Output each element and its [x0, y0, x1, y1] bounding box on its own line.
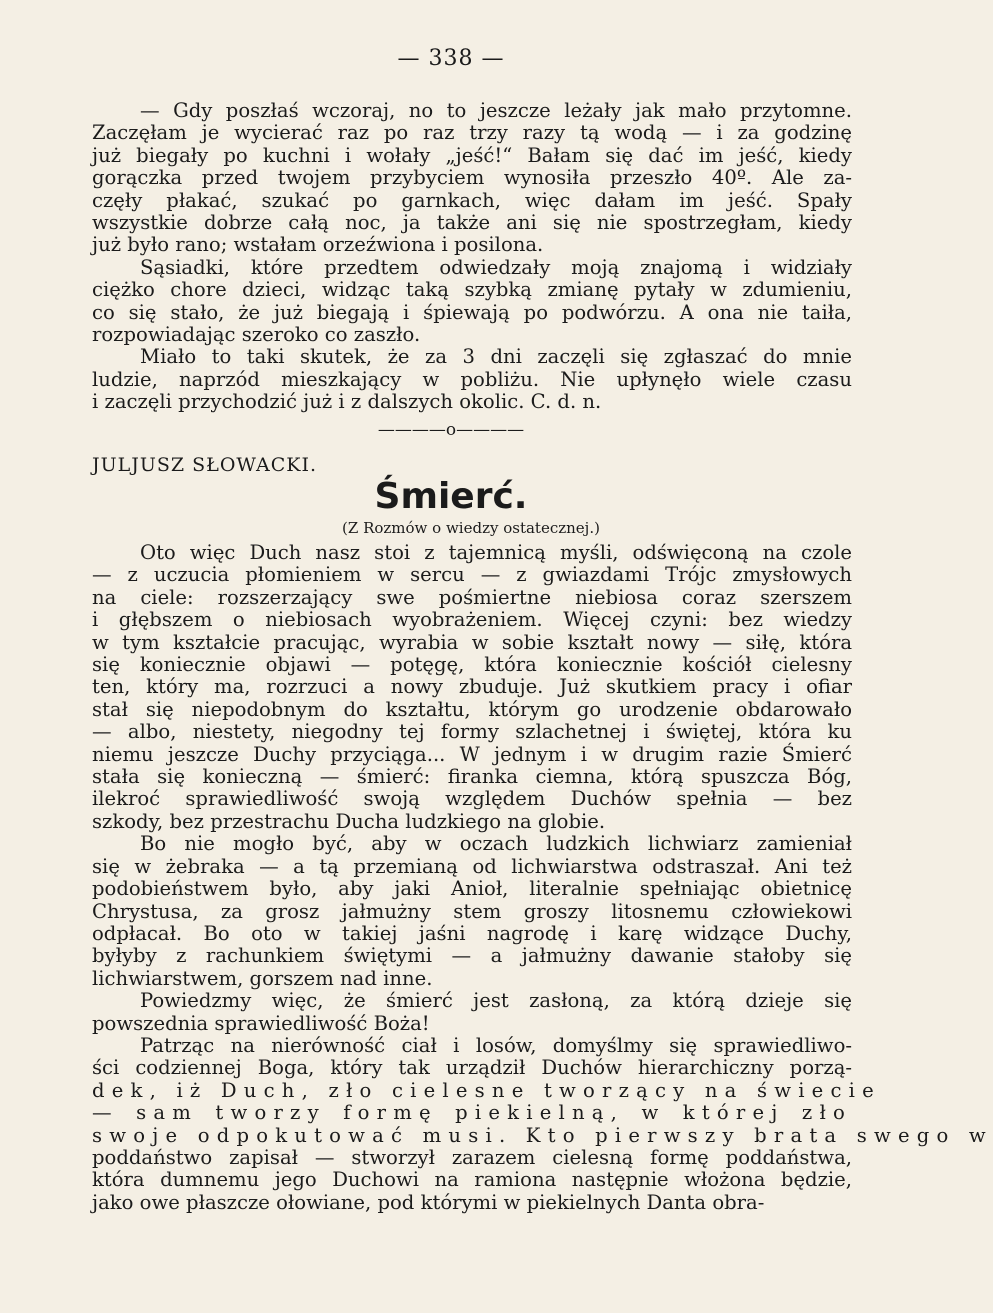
text-line: powszednia sprawiedliwość Boża! — [92, 1011, 430, 1035]
paragraph — [92, 1033, 993, 1214]
text-line: — sam tworzy formę piekielną, w której zło — [92, 1101, 852, 1125]
section-separator: ————o———— — [377, 420, 525, 440]
text-line: Oto więc Duch nasz stoi z tajemnicą myśli, odświęconą na czole — [140, 541, 852, 564]
text-line: co się stało, że już biegają i śpiewają po podwórzu. A ona nie taiła, — [92, 300, 852, 324]
text-line: ilekroć sprawiedliwość swoją względem Duchów spełnia — bez — [92, 787, 852, 811]
text-line: niemu jeszcze Duchy przyciąga... W jednym i w drugim razie Śmierć — [92, 742, 852, 766]
text-line: i zaczęli przychodzić już i z dalszych okolic. C. d. n. — [92, 390, 602, 414]
text-line: częły płakać, szukać po garnkach, więc dałam im jeść. Spały — [92, 188, 852, 212]
text-line: swoje odpokutować musi. Kto pierwszy brata swego w — [92, 1123, 993, 1147]
text-line: Bo nie mogło być, aby w oczach ludzkich lichwiarz zamieniał — [140, 832, 852, 856]
text-line: Zaczęłam je wycierać raz po raz trzy razy tą wodą — i za godzinę — [92, 121, 852, 145]
text-line: jako owe płaszcze ołowiane, pod którymi w piekielnych Danta obra- — [92, 1190, 765, 1214]
text-line: poddaństwo zapisał — stworzył zarazem cielesną formę poddaństwa, — [92, 1145, 852, 1169]
text-line: — z uczucia płomieniem w sercu — z gwiazdami Trójc zmysłowych — [92, 563, 852, 587]
text-line: ciężko chore dzieci, widząc taką szybką zmianę pytały w zdumieniu, — [92, 278, 852, 302]
text-line: Sąsiadki, które przedtem odwiedzały moją znajomą i widziały — [140, 255, 852, 279]
text-line: Powiedzmy więc, że śmierć jest zasłoną, za którą dzieje się — [140, 989, 852, 1013]
text-line: podobieństwem było, aby jaki Anioł, literalnie spełniając obietnicę — [92, 877, 852, 901]
text-line: Chrystusa, za grosz jałmużny stem groszy litosnemu człowiekowi — [92, 899, 852, 923]
text-line: wszystkie dobrze całą noc, ja także ani się nie spostrzegłam, kiedy — [92, 211, 852, 235]
article-text — [92, 541, 993, 1214]
text-line: dek, iż Duch, zło cielesne tworzący na świecie — [92, 1078, 881, 1102]
text-line: na ciele: rozszerzający swe pośmiertne niebiosa coraz szerszem — [92, 585, 852, 609]
article-subtitle: (Z Rozmów o wiedzy ostatecznej.) — [342, 519, 600, 537]
text-line: gorączka przed twojem przybyciem wynosiła przeszło 40º. Ale za- — [92, 166, 852, 190]
paragraph — [92, 257, 852, 347]
text-line: ten, który ma, rozrzuci a nowy zbuduje. Już skutkiem pracy i ofiar — [92, 675, 852, 699]
article-title: Śmierć. — [374, 476, 528, 517]
author-name: JULJUSZ SŁOWACKI. — [92, 454, 318, 476]
text-line: się koniecznie objawi — potęgę, która koniecznie kościół cielesny — [92, 653, 852, 677]
text-line: stała się konieczną — śmierć: firanka ciemna, którą spuszcza Bóg, — [92, 765, 852, 789]
text-line: Patrząc na nierówność ciał i losów, domyślmy się sprawiedliwo- — [140, 1033, 852, 1057]
text-line: byłyby z rachunkiem świętymi — a jałmużny dawanie stałoby się — [92, 944, 852, 968]
text-line: ludzie, naprzód mieszkający w pobliżu. Nie upłynęło wiele czasu — [92, 367, 852, 391]
page-number: — 338 — — [397, 46, 505, 71]
text-line: rozpowiadając szeroko co zaszło. — [92, 323, 421, 347]
paragraph — [92, 833, 852, 990]
text-line: — Gdy poszłaś wczoraj, no to jeszcze leżały jak mało przytomne. — [140, 99, 852, 122]
text-line: szkody, bez przestrachu Ducha ludzkiego na globie. — [92, 809, 606, 833]
paragraph — [92, 542, 852, 833]
paragraph — [92, 990, 852, 1035]
intro-text — [92, 100, 852, 414]
text-line: stał się niepodobnym do kształtu, którym go urodzenie obdarowało — [92, 697, 852, 721]
text-line: odpłacał. Bo oto w takiej jaśni nagrodę i karę widzące Duchy, — [92, 921, 852, 945]
text-line: ści codziennej Boga, który tak urządził Duchów hierarchiczny porzą- — [92, 1056, 852, 1080]
text-line: już było rano; wstałam orzeźwiona i posilona. — [92, 233, 544, 257]
text-line: lichwiarstwem, gorszem nad inne. — [92, 966, 433, 990]
text-line: która dumnemu jego Duchowi na ramiona następnie włożona będzie, — [92, 1168, 852, 1192]
paragraph — [92, 100, 852, 257]
text-line: się w żebraka — a tą przemianą od lichwiarstwa odstraszał. Ani też — [92, 854, 852, 878]
text-line: Miało to taki skutek, że za 3 dni zaczęli się zgłaszać do mnie — [140, 345, 852, 369]
text-line: i głębszem o niebiosach wyobrażeniem. Więcej czyni: bez wiedzy — [92, 608, 852, 632]
text-line: — albo, niestety, niegodny tej formy szlachetnej i świętej, która ku — [92, 720, 852, 744]
text-line: w tym kształcie pracując, wyrabia w sobie kształt nowy — siłę, która — [92, 630, 852, 654]
text-line: już biegały po kuchni i wołały „jeść!“ Bałam się dać im jeść, kiedy — [92, 143, 852, 167]
paragraph — [92, 346, 852, 413]
